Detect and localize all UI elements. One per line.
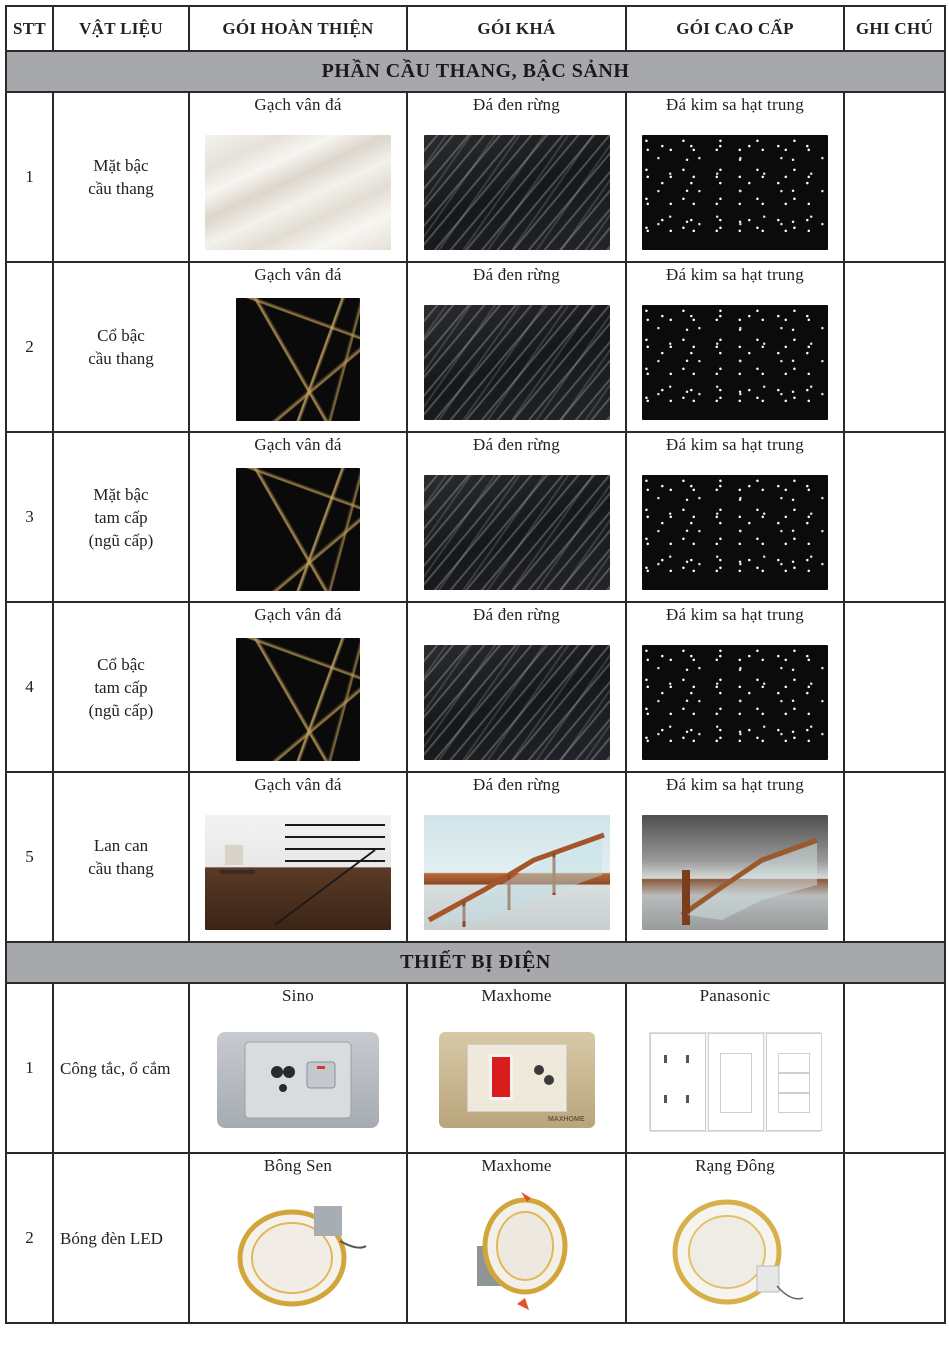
black-gold-marble-tile-image — [236, 638, 360, 761]
cell-kha — [407, 432, 626, 602]
row-stt: 2 — [6, 262, 53, 432]
material-line: Mặt bậc — [93, 484, 149, 504]
row-stt: 1 — [6, 92, 53, 262]
section-header-electrical — [6, 942, 945, 983]
material-line: Cổ bậc — [97, 326, 145, 345]
material-line: (ngũ cấp) — [88, 700, 154, 720]
cell-kha — [407, 1153, 626, 1323]
cell-hoan-thien — [189, 772, 407, 942]
material-line: (ngũ cấp) — [88, 530, 154, 550]
cell-ghi-chu — [844, 983, 945, 1153]
table-row — [6, 602, 945, 772]
socket-icon — [439, 1032, 595, 1128]
cell-cao-cap — [626, 772, 844, 942]
option-caption: Bông Sen — [263, 1156, 333, 1175]
cell-cao-cap — [626, 92, 844, 262]
option-caption: Gạch vân đá — [254, 435, 342, 454]
cell-ghi-chu — [844, 1153, 945, 1323]
maxhome-switch-socket-image — [439, 1032, 595, 1128]
black-granite-image — [424, 645, 610, 760]
option-caption: Maxhome — [481, 986, 552, 1005]
table-row — [6, 262, 945, 432]
option-caption: Đá kim sa hạt trung — [666, 435, 804, 454]
material-line: cầu thang — [88, 349, 154, 368]
cell-hoan-thien — [189, 983, 407, 1153]
glass-railing-stair-photo — [642, 815, 828, 930]
header-vat-lieu: VẬT LIỆU — [53, 6, 189, 51]
table-row — [6, 92, 945, 262]
option-caption: Đá đen rừng — [473, 265, 560, 284]
glass-railing-stair-photo — [424, 815, 610, 930]
cell-kha — [407, 262, 626, 432]
row-stt: 2 — [6, 1153, 53, 1323]
cell-ghi-chu — [844, 772, 945, 942]
option-caption: Đá đen rừng — [473, 95, 560, 114]
downlight-icon — [665, 1186, 805, 1314]
black-galaxy-granite-image — [642, 645, 828, 760]
option-caption: Panasonic — [699, 986, 771, 1005]
option-caption: Đá đen rừng — [473, 605, 560, 624]
staircase-railing-photo — [205, 815, 391, 930]
header-ghi-chu: GHI CHÚ — [844, 6, 945, 51]
row-material — [53, 1153, 189, 1323]
cell-cao-cap — [626, 983, 844, 1153]
led-downlight-image — [447, 1186, 587, 1314]
header-goi-kha: GÓI KHÁ — [407, 6, 626, 51]
cell-ghi-chu — [844, 262, 945, 432]
panasonic-switch-socket-image — [649, 1032, 821, 1132]
cell-cao-cap — [626, 602, 844, 772]
header-row — [6, 6, 945, 51]
cell-ghi-chu — [844, 92, 945, 262]
cell-ghi-chu — [844, 432, 945, 602]
cell-cao-cap — [626, 432, 844, 602]
cell-hoan-thien — [189, 602, 407, 772]
cell-hoan-thien — [189, 1153, 407, 1323]
option-caption: Rạng Đông — [695, 1156, 775, 1175]
section-title: PHẦN CẦU THANG, BẬC SẢNH — [6, 51, 945, 92]
cell-kha — [407, 602, 626, 772]
option-caption: Gạch vân đá — [254, 95, 342, 114]
row-stt: 3 — [6, 432, 53, 602]
black-gold-marble-tile-image — [236, 298, 360, 421]
cell-ghi-chu — [844, 602, 945, 772]
black-galaxy-granite-image — [642, 475, 828, 590]
material-line: cầu thang — [88, 859, 154, 878]
header-goi-hoan-thien: GÓI HOÀN THIỆN — [189, 6, 407, 51]
cell-kha — [407, 772, 626, 942]
option-caption: Đá kim sa hạt trung — [666, 605, 804, 624]
header-goi-cao-cap: GÓI CAO CẤP — [626, 6, 844, 51]
led-downlight-image — [228, 1186, 368, 1314]
option-caption: Gạch vân đá — [254, 265, 342, 284]
option-caption: Đá đen rừng — [473, 775, 560, 794]
section-header-stairs — [6, 51, 945, 92]
downlight-icon — [447, 1186, 587, 1314]
option-caption: Đá đen rừng — [473, 435, 560, 454]
black-galaxy-granite-image — [642, 305, 828, 420]
table-row — [6, 1153, 945, 1323]
option-caption: Đá kim sa hạt trung — [666, 265, 804, 284]
option-caption: Đá kim sa hạt trung — [666, 775, 804, 794]
glass-rail-sketch-icon — [424, 815, 610, 930]
row-stt: 4 — [6, 602, 53, 772]
material-comparison-table — [5, 5, 946, 1324]
black-galaxy-granite-image — [642, 135, 828, 250]
cell-hoan-thien — [189, 262, 407, 432]
row-stt: 5 — [6, 772, 53, 942]
material-line: Lan can — [93, 836, 149, 855]
row-material — [53, 983, 189, 1153]
black-granite-image — [424, 305, 610, 420]
cell-kha — [407, 92, 626, 262]
cell-hoan-thien — [189, 432, 407, 602]
row-material — [53, 772, 189, 942]
option-caption: Gạch vân đá — [254, 605, 342, 624]
black-granite-image — [424, 135, 610, 250]
material-line: tam cấp — [94, 507, 148, 527]
downlight-icon — [228, 1186, 368, 1314]
option-caption: Gạch vân đá — [254, 775, 342, 794]
cell-cao-cap — [626, 262, 844, 432]
option-caption: Đá kim sa hạt trung — [666, 95, 804, 114]
option-caption: Maxhome — [481, 1156, 552, 1175]
cell-cao-cap — [626, 1153, 844, 1323]
material-line: Công tắc, ổ cắm — [60, 1058, 171, 1078]
cell-kha — [407, 983, 626, 1153]
header-stt: STT — [6, 6, 53, 51]
white-marble-tile-image — [205, 135, 391, 250]
row-stt: 1 — [6, 983, 53, 1153]
black-granite-image — [424, 475, 610, 590]
table-row — [6, 432, 945, 602]
option-caption: Sino — [282, 986, 314, 1005]
glass-rail-sketch-icon — [642, 815, 828, 930]
stair-sketch-icon — [205, 815, 391, 930]
row-material — [53, 432, 189, 602]
led-downlight-image — [665, 1186, 805, 1314]
section-title: THIẾT BỊ ĐIỆN — [6, 942, 945, 983]
black-gold-marble-tile-image — [236, 468, 360, 591]
material-line: tam cấp — [94, 677, 148, 697]
socket-icon — [217, 1032, 379, 1128]
row-material — [53, 92, 189, 262]
sino-switch-socket-image — [217, 1032, 379, 1128]
material-line: cầu thang — [88, 179, 154, 198]
material-line: Mặt bậc — [93, 156, 149, 175]
maxhome-plate-mark: MAXHOME — [547, 1116, 585, 1123]
row-material — [53, 602, 189, 772]
table-row — [6, 983, 945, 1153]
material-line: Cổ bậc — [97, 654, 145, 674]
row-material — [53, 262, 189, 432]
cell-hoan-thien — [189, 92, 407, 262]
table-row — [6, 772, 945, 942]
socket-icon — [650, 1033, 704, 1129]
material-line: Bóng đèn LED — [60, 1228, 163, 1248]
